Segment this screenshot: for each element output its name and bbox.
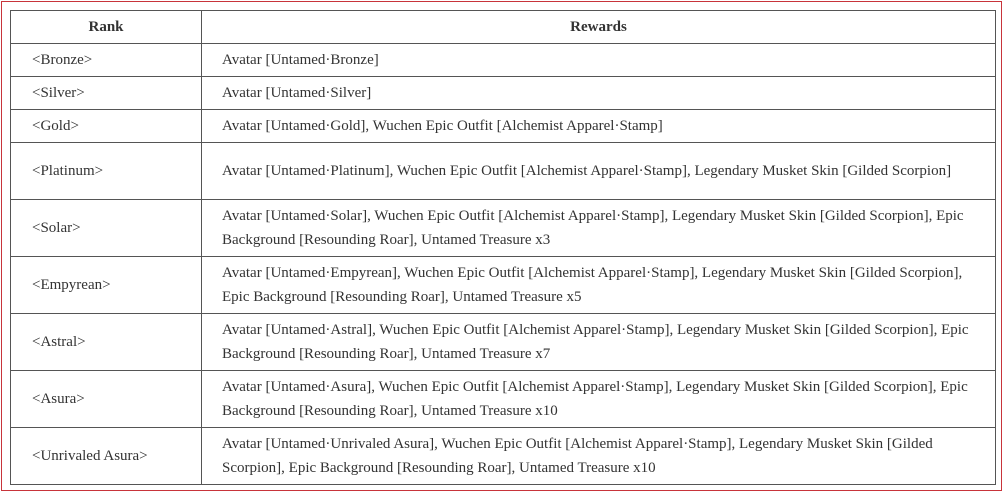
rewards-cell: Avatar [Untamed·Gold], Wuchen Epic Outfit [Alchemist Apparel·Stamp] [202, 110, 996, 143]
rank-cell: <Bronze> [11, 44, 202, 77]
rank-cell: <Gold> [11, 110, 202, 143]
table-row [11, 371, 996, 428]
rank-cell: <Empyrean> [11, 257, 202, 314]
table-header-row [11, 11, 996, 44]
rewards-cell: Avatar [Untamed·Bronze] [202, 44, 996, 77]
rewards-cell: Avatar [Untamed·Silver] [202, 77, 996, 110]
rank-cell: <Unrivaled Asura> [11, 428, 202, 485]
table-row [11, 110, 996, 143]
rewards-cell: Avatar [Untamed·Asura], Wuchen Epic Outfit [Alchemist Apparel·Stamp], Legendary Musket Skin [Gilded Scorpion], Epic Background [Resounding Roar], Untamed Treasure x10 [202, 371, 996, 428]
table-row [11, 314, 996, 371]
rank-cell: <Platinum> [11, 143, 202, 200]
rank-cell: <Asura> [11, 371, 202, 428]
table-row [11, 200, 996, 257]
rank-cell: <Solar> [11, 200, 202, 257]
rewards-cell: Avatar [Untamed·Empyrean], Wuchen Epic Outfit [Alchemist Apparel·Stamp], Legendary Musket Skin [Gilded Scorpion], Epic Background [Resounding Roar], Untamed Treasure x5 [202, 257, 996, 314]
rewards-column-header: Rewards [202, 11, 996, 44]
table-row [11, 257, 996, 314]
table-row [11, 143, 996, 200]
rank-column-header: Rank [11, 11, 202, 44]
rank-cell: <Silver> [11, 77, 202, 110]
rank-cell: <Astral> [11, 314, 202, 371]
rewards-cell: Avatar [Untamed·Platinum], Wuchen Epic Outfit [Alchemist Apparel·Stamp], Legendary Musket Skin [Gilded Scorpion] [202, 143, 996, 200]
table-row [11, 77, 996, 110]
table-row [11, 44, 996, 77]
rewards-cell: Avatar [Untamed·Astral], Wuchen Epic Outfit [Alchemist Apparel·Stamp], Legendary Musket Skin [Gilded Scorpion], Epic Background [Resounding Roar], Untamed Treasure x7 [202, 314, 996, 371]
rewards-cell: Avatar [Untamed·Solar], Wuchen Epic Outfit [Alchemist Apparel·Stamp], Legendary Musket Skin [Gilded Scorpion], Epic Background [Resounding Roar], Untamed Treasure x3 [202, 200, 996, 257]
rank-rewards-table [10, 10, 996, 485]
rewards-cell: Avatar [Untamed·Unrivaled Asura], Wuchen Epic Outfit [Alchemist Apparel·Stamp], Legendary Musket Skin [Gilded Scorpion], Epic Background [Resounding Roar], Untamed Treasure x10 [202, 428, 996, 485]
table-row [11, 428, 996, 485]
